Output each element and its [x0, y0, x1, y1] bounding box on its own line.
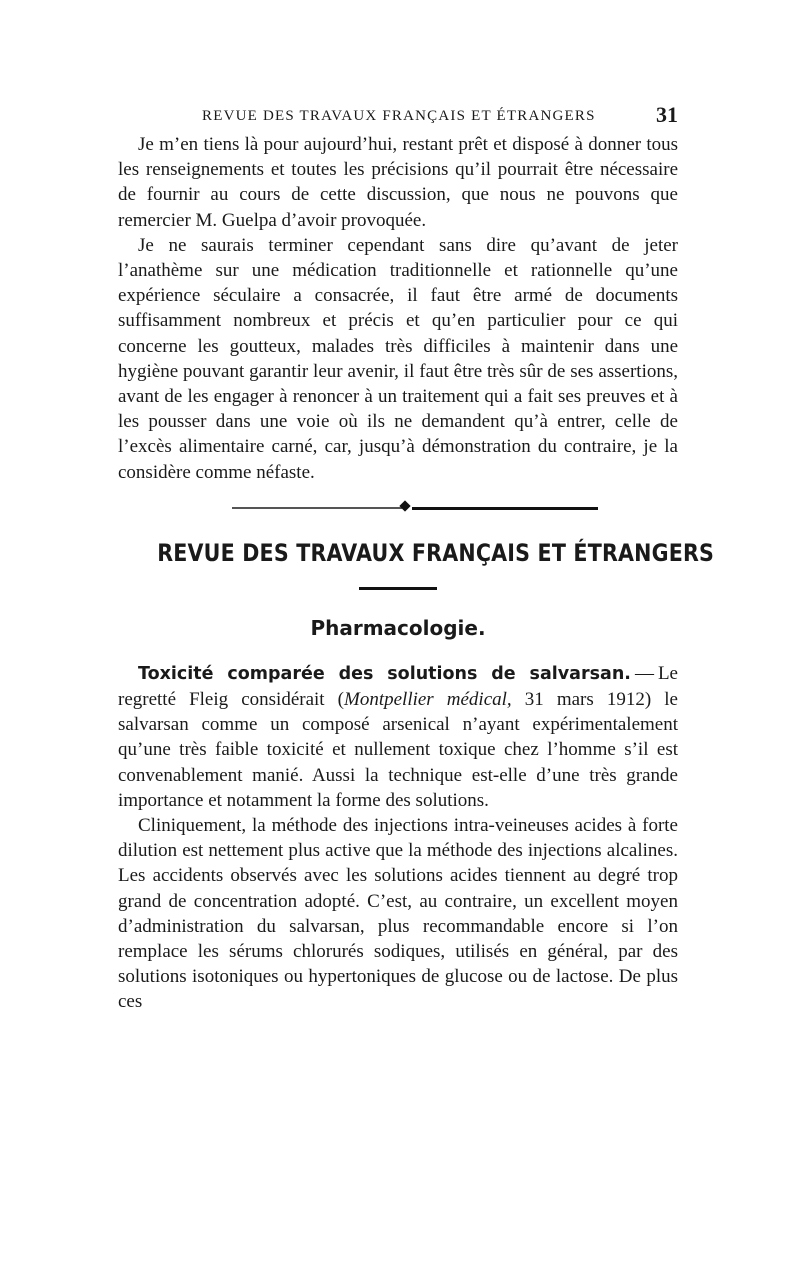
ornamental-divider	[118, 485, 678, 527]
continued-text	[118, 132, 678, 485]
journal-citation: Montpellier médical,	[344, 689, 512, 711]
article	[118, 661, 678, 1015]
diamond-ornament-icon	[399, 500, 410, 511]
section-rule	[359, 587, 437, 590]
section-title: REVUE DES TRAVAUX FRANÇAIS ET ÉTRANGERS	[157, 538, 715, 567]
article-intro: Le regretté Fleig considérait (	[118, 662, 678, 711]
divider-thick-line	[412, 507, 598, 510]
divider-thin-line	[232, 507, 402, 509]
subsection-title: Pharmacologie.	[310, 615, 486, 640]
article-paragraph	[118, 661, 678, 813]
book-page	[118, 100, 715, 1015]
page-number: 31	[656, 102, 678, 127]
article-text: 31 mars 1912) le salvarsan comme un composé arsenical n’ayant expérimentalement qu’une très faible toxicité et nullement toxique chez l’homme s’il est convenablement manié. Aussi la technique est-elle d’une très grande importance et notamment la forme des solutions.	[118, 689, 678, 811]
running-head-title: REVUE DES TRAVAUX FRANÇAIS ET ÉTRANGERS	[202, 108, 596, 124]
paragraph: Je m’en tiens là pour aujourd’hui, restant prêt et disposé à donner tous les renseignements et toutes les précisions qu’il pourrait être nécessaire de fournir au cours de cette discussion, que nous ne pouvons que remercier M. Guelpa d’avoir provoquée.	[118, 134, 678, 231]
paragraph: Je ne saurais terminer cependant sans dire qu’avant de jeter l’anathème sur une médication traditionnelle et rationnelle qu’une expérience séculaire a consacrée, il faut être armé de documents suffisamment nombreux et précis et qu’en particulier pour ce qui concerne les goutteux, malades très difficiles à maintenir dans une hygiène pouvant garantir leur avenir, il faut être très sûr de ses assertions, avant de les engager à renoncer à un traitement qui a fait ses preuves et à les pousser dans une voie où ils ne demandent qu’à entrer, celle de l’excès alimentaire carné, car, jusqu’à démonstration du contraire, je la considère comme néfaste.	[118, 234, 678, 483]
article-title: Toxicité comparée des solutions de salvarsan.	[138, 663, 631, 684]
article-paragraph: Cliniquement, la méthode des injections intra-veineuses acides à forte dilution est nettement plus active que la méthode des injections alcalines. Les accidents observés avec les solutions acides tiennent au degré trop grand de concentration adopté. C’est, au contraire, un excellent moyen d’administration du salvarsan, plus recommandable encore si l’on remplace les sérums chlorurés sodiques, utilisés en général, par des solutions isotoniques ou hypertoniques de glucose ou de lactose. De plus ces	[118, 815, 678, 1013]
running-head	[118, 100, 678, 132]
em-dash: —	[634, 662, 654, 684]
